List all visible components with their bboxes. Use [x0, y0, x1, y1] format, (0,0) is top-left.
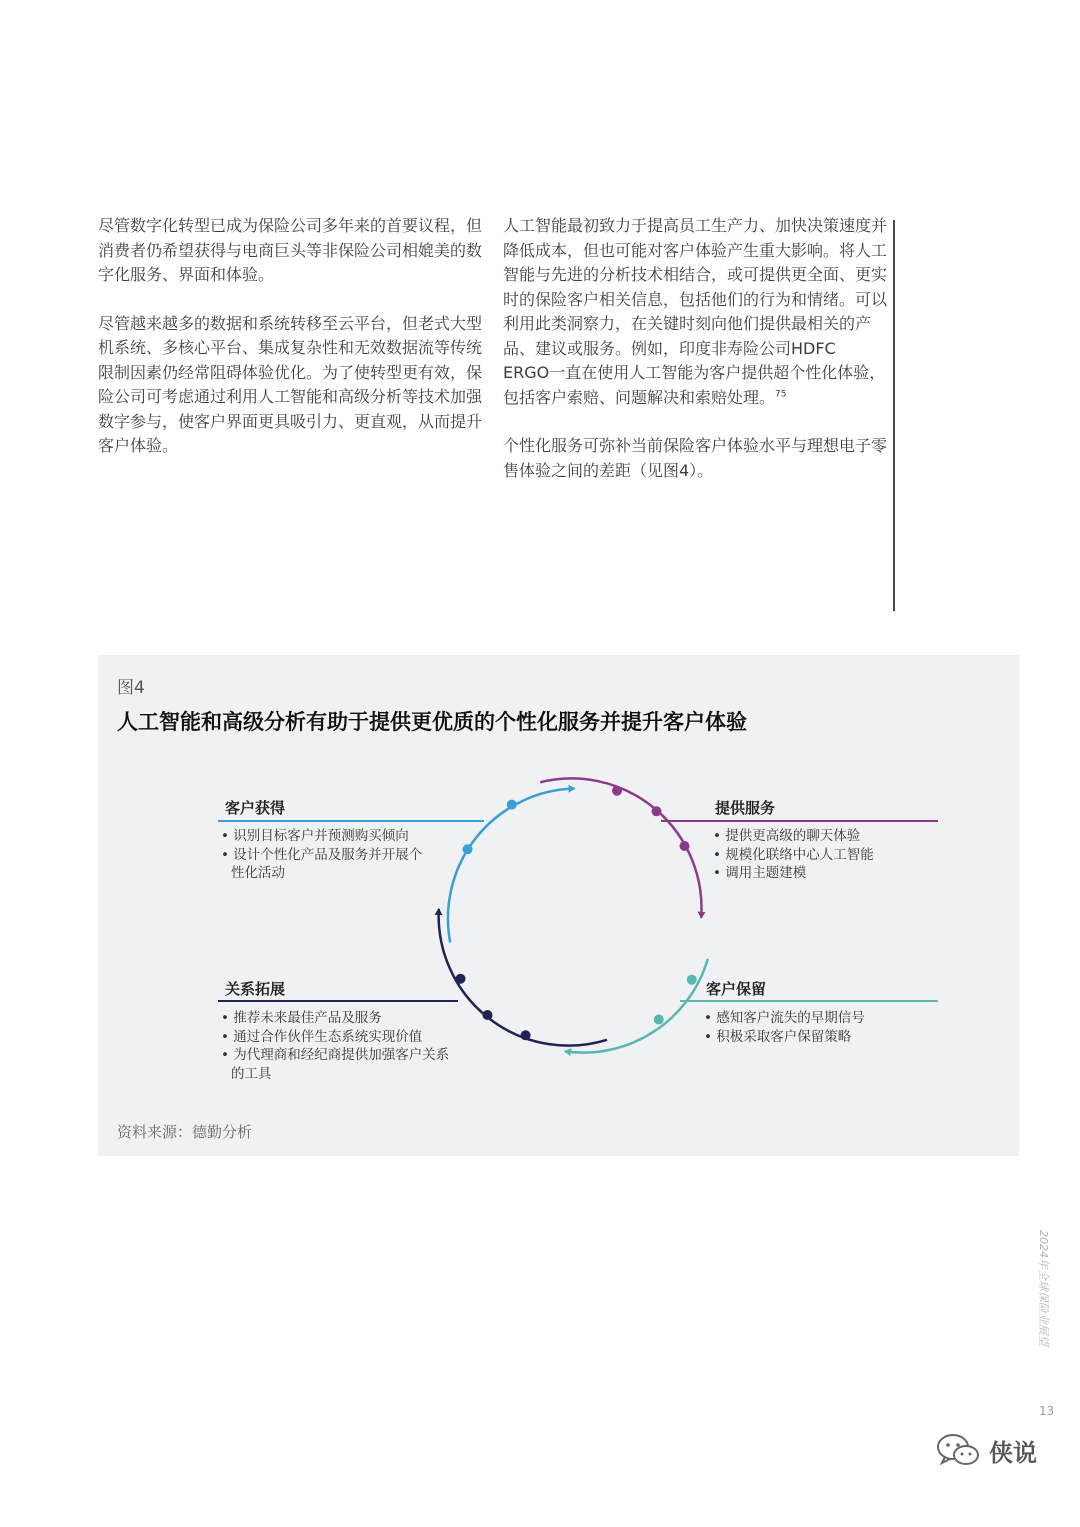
list-item: • 积极采取客户保留策略 — [704, 1028, 924, 1047]
list-item: • 通过合作伙伴生态系统实现价值 — [221, 1028, 453, 1047]
cycle-dot — [612, 786, 622, 796]
watermark-label: 侠说 — [989, 1438, 1037, 1467]
list-item: • 为代理商和经纪商提供加强客户关系的工具 — [221, 1046, 453, 1083]
figure-panel — [98, 655, 1019, 1156]
body-text: 人工智能最初致力于提高员工生产力、加快决策速度并降低成本，但也可能对客户体验产生重大影响。将人工智能与先进的分析技术相结合，或可提供更全面、更实时的保险客户相关信息，包括他们的行为和情绪。可以利用此类洞察力，在关键时刻向他们提供最相关的产品、建议或服务。例如，印度非寿险公司HDFC ERGO一直在使用人工智能为客户提供超个性化体验，包括客户索赔、问题解决和索赔处理。 — [503, 216, 888, 407]
expansion-title: 关系拓展 — [225, 980, 286, 998]
service-title: 提供服务 — [715, 799, 776, 817]
service-arc — [540, 778, 701, 917]
figure-title: 人工智能和高级分析有助于提供更优质的个性化服务并提升客户体验 — [117, 710, 747, 734]
acquisition-arc — [448, 789, 575, 943]
figure-source: 资料来源：德勤分析 — [117, 1123, 253, 1141]
retention-arc — [565, 959, 708, 1053]
watermark — [935, 1432, 1037, 1468]
body-paragraph: 尽管数字化转型已成为保险公司多年来的首要议程，但消费者仍希望获得与电商巨头等非保险公司相媲美的数字化服务、界面和体验。 — [98, 216, 483, 284]
cycle-dot — [652, 806, 662, 816]
figure-label: 图4 — [117, 678, 145, 698]
retention-list — [704, 1009, 924, 1046]
body-paragraph — [503, 214, 887, 410]
expansion-list — [221, 1009, 453, 1083]
cycle-dot — [507, 800, 517, 810]
wechat-icon — [935, 1432, 981, 1468]
page-number: 13 — [1039, 1404, 1055, 1418]
cycle-dot — [654, 1015, 664, 1025]
cycle-dot — [456, 974, 466, 984]
service-list — [713, 827, 933, 883]
left-column — [98, 214, 482, 483]
list-item: • 调用主题建模 — [713, 864, 933, 883]
column-rule — [893, 220, 895, 611]
side-running-title — [1034, 1228, 1054, 1348]
footnote-ref[interactable]: 75 — [775, 389, 787, 400]
list-item: • 设计个性化产品及服务并开展个性化活动 — [221, 846, 431, 883]
side-running-title-text: 2024年全球保险业展望 — [1037, 1230, 1050, 1346]
cycle-dot — [521, 1030, 531, 1040]
list-item: • 规模化联络中心人工智能 — [713, 846, 933, 865]
list-item: • 推荐未来最佳产品及服务 — [221, 1009, 453, 1028]
cycle-dot — [463, 844, 473, 854]
cycle-dot — [680, 841, 690, 851]
right-column — [503, 214, 887, 507]
body-paragraph: 尽管越来越多的数据和系统转移至云平台，但老式大型机系统、多核心平台、集成复杂性和无效数据流等传统限制因素仍经常阻碍体验优化。为了使转型更有效，保险公司可考虑通过利用人工智能和高级分析等技术加强数字参与，使客户界面更具吸引力、更直观，从而提升客户体验。 — [98, 313, 483, 455]
acquisition-title: 客户获得 — [225, 799, 286, 817]
retention-title: 客户保留 — [706, 980, 767, 998]
list-item: • 提供更高级的聊天体验 — [713, 827, 933, 846]
body-paragraph: 个性化服务可弥补当前保险客户体验水平与理想电子零售体验之间的差距（见图4）。 — [503, 436, 888, 480]
acquisition-list — [221, 827, 431, 883]
list-item: • 识别目标客户并预测购买倾向 — [221, 827, 431, 846]
cycle-dot — [687, 975, 697, 985]
list-item: • 感知客户流失的早期信号 — [704, 1009, 924, 1028]
cycle-dot — [483, 1010, 493, 1020]
